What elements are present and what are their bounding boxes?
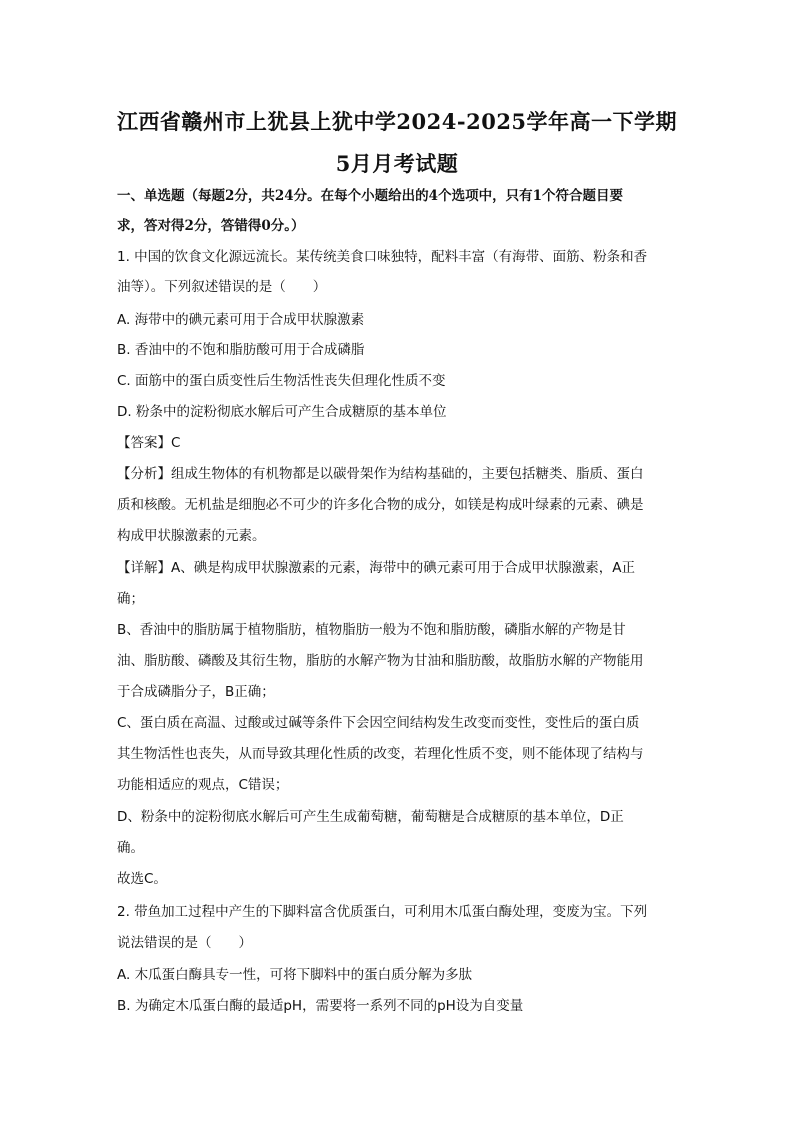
- q1-analysis-line3: 构成甲状腺激素的元素。: [117, 528, 266, 544]
- section-heading-line2: 求，答对得2分，答错得0分。）: [117, 218, 305, 234]
- q1-option-d: D. 粉条中的淀粉彻底水解后可产生合成糖原的基本单位: [117, 404, 447, 420]
- q2-stem-line2: 说法错误的是（ ）: [117, 935, 252, 951]
- q2-stem-line1: 2. 带鱼加工过程中产生的下脚料富含优质蛋白，可利用木瓜蛋白酶处理，变废为宝。下列: [117, 904, 648, 920]
- q1-option-c: C. 面筋中的蛋白质变性后生物活性丧失但理化性质不变: [117, 373, 446, 389]
- q1-detail-line10: 确。: [117, 840, 144, 856]
- page-title-line2: 5月月考试题: [335, 151, 459, 176]
- q1-analysis-line1: 【分析】组成生物体的有机物都是以碳骨架作为结构基础的，主要包括糖类、脂质、蛋白: [117, 466, 644, 482]
- page-title-line1: 江西省赣州市上犹县上犹中学2024-2025学年高一下学期: [116, 109, 678, 134]
- q1-analysis-line2: 质和核酸。无机盐是细胞必不可少的许多化合物的成分，如镁是构成叶绿素的元素、碘是: [117, 497, 644, 513]
- section-heading-line1: 一、单选题（每题2分，共24分。在每个小题给出的4个选项中，只有1个符合题目要: [117, 188, 623, 204]
- q1-detail-line4: 油、脂肪酸、磷酸及其衍生物，脂肪的水解产物为甘油和脂肪酸，故脂肪水解的产物能用: [117, 653, 644, 669]
- q1-detail-line9: D、粉条中的淀粉彻底水解后可产生生成葡萄糖，葡萄糖是合成糖原的基本单位，D正: [117, 809, 624, 825]
- q1-option-a: A. 海带中的碘元素可用于合成甲状腺激素: [117, 312, 365, 328]
- q1-stem-line1: 1. 中国的饮食文化源远流长。某传统美食口味独特，配料丰富（有海带、面筋、粉条和香: [117, 249, 648, 265]
- q1-detail-line6: C、蛋白质在高温、过酸或过碱等条件下会因空间结构发生改变而变性，变性后的蛋白质: [117, 715, 640, 731]
- q1-stem-line2: 油等）。下列叙述错误的是（ ）: [117, 279, 327, 295]
- q1-detail-line5: 于合成磷脂分子，B正确；: [117, 684, 275, 700]
- q1-detail-line11: 故选C。: [117, 871, 167, 887]
- q2-option-b: B. 为确定木瓜蛋白酶的最适pH，需要将一系列不同的pH设为自变量: [117, 998, 524, 1014]
- q2-option-a: A. 木瓜蛋白酶具专一性，可将下脚料中的蛋白质分解为多肽: [117, 967, 473, 983]
- q1-answer: 【答案】C: [117, 435, 181, 451]
- q1-detail-line2: 确；: [117, 591, 144, 607]
- q1-detail-line8: 功能相适应的观点，C错误；: [117, 777, 289, 793]
- q1-detail-line3: B、香油中的脂肪属于植物脂肪，植物脂肪一般为不饱和脂肪酸，磷脂水解的产物是甘: [117, 622, 626, 638]
- q1-option-b: B. 香油中的不饱和脂肪酸可用于合成磷脂: [117, 342, 365, 358]
- q1-detail-line7: 其生物活性也丧失，从而导致其理化性质的改变，若理化性质不变，则不能体现了结构与: [117, 746, 644, 762]
- q1-detail-line1: 【详解】A、碘是构成甲状腺激素的元素，海带中的碘元素可用于合成甲状腺激素，A正: [117, 560, 635, 576]
